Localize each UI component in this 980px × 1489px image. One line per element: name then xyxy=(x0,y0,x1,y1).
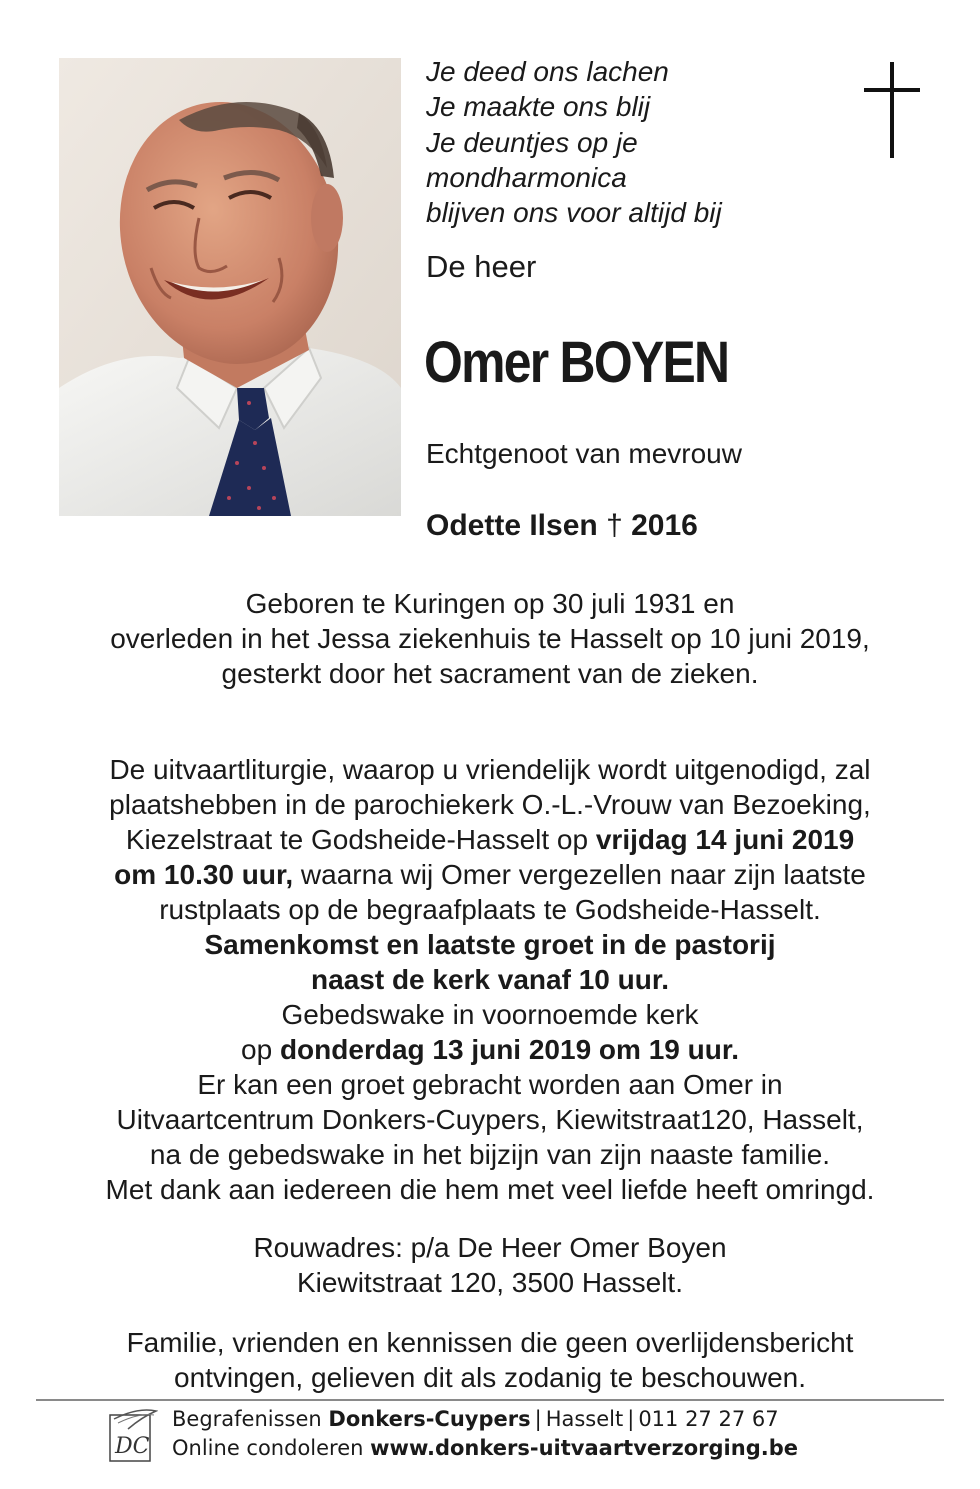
footer-line-online xyxy=(172,1434,798,1463)
portrait-photo xyxy=(59,58,401,516)
text-line: Familie, vrienden en kennissen die geen overlijdensbericht xyxy=(126,1327,854,1358)
logo-letters: DC xyxy=(115,1434,150,1459)
separator: | xyxy=(627,1407,635,1431)
text-line: De uitvaartliturgie, waarop u vriendelijk wordt uitgenodigd, zal xyxy=(109,754,871,785)
footer-prefix: Begrafenissen xyxy=(172,1407,329,1431)
footer xyxy=(172,1405,798,1463)
company-phone: 011 27 27 67 xyxy=(638,1407,779,1431)
text-line: rustplaats op de begraafplaats te Godsheide-Hasselt. xyxy=(159,894,821,925)
text-line: overleden in het Jessa ziekenhuis te Hasselt op 10 juni 2019, xyxy=(110,623,870,654)
poem-line: Je deed ons lachen xyxy=(426,56,669,87)
text-line xyxy=(0,927,980,962)
notice-note xyxy=(0,1325,980,1395)
gathering-time: naast de kerk vanaf 10 uur. xyxy=(311,964,669,995)
poem-line: mondharmonica xyxy=(426,161,627,193)
mourning-address xyxy=(0,1230,980,1300)
spouse-name-text: Odette Ilsen xyxy=(426,509,598,542)
spouse-intro: Echtgenoot van mevrouw xyxy=(426,438,742,469)
text-segment: Kiezelstraat te Godsheide-Hasselt op xyxy=(125,824,596,855)
company-logo xyxy=(108,1407,158,1463)
spouse-cross-mark: † xyxy=(606,509,623,542)
text-line: Met dank aan iedereen die hem met veel liefde heeft omringd. xyxy=(105,1174,875,1205)
poem-line: blijven ons voor altijd bij xyxy=(426,197,722,229)
separator: | xyxy=(534,1407,542,1431)
poem-line: Je deuntjes op je xyxy=(426,126,638,158)
spouse-death-year: 2016 xyxy=(631,509,698,542)
text-line: ontvingen, gelieven dit als zodanig te beschouwen. xyxy=(174,1362,806,1393)
text-line: Geboren te Kuringen op 30 juli 1931 en xyxy=(245,588,735,619)
text-line xyxy=(0,962,980,997)
deceased-name: Omer BOYEN xyxy=(424,330,729,395)
company-city: Hasselt xyxy=(545,1407,624,1431)
text-line: Er kan een groet gebracht worden aan Omer in xyxy=(197,1069,783,1100)
funeral-date: vrijdag 14 juni 2019 xyxy=(595,824,855,855)
text-line: plaatshebben in de parochiekerk O.-L.-Vrouw van Bezoeking, xyxy=(109,789,871,820)
text-line xyxy=(0,857,980,892)
text-line: Rouwadres: p/a De Heer Omer Boyen xyxy=(253,1232,727,1263)
funeral-text xyxy=(0,752,980,1207)
text-line xyxy=(0,1032,980,1067)
spouse-name xyxy=(426,507,698,545)
title-de-heer: De heer xyxy=(426,249,537,284)
wake-date: donderdag 13 juni 2019 om 19 uur. xyxy=(279,1034,739,1065)
text-line: Kiewitstraat 120, 3500 Hasselt. xyxy=(297,1267,683,1298)
cross-icon xyxy=(864,62,920,158)
website-link[interactable]: www.donkers-uitvaartverzorging.be xyxy=(370,1436,798,1460)
text-line xyxy=(0,822,980,857)
online-label: Online condoleren xyxy=(172,1436,371,1460)
text-segment: waarna wij Omer vergezellen naar zijn laatste xyxy=(293,859,866,890)
text-line: gesterkt door het sacrament van de zieken. xyxy=(221,658,759,689)
birth-death-text xyxy=(0,586,980,691)
footer-line-company xyxy=(172,1405,798,1434)
text-segment: op xyxy=(241,1034,280,1065)
poem xyxy=(426,54,826,230)
text-line: na de gebedswake in het bijzijn van zijn naaste familie. xyxy=(149,1139,831,1170)
text-line: Gebedswake in voornoemde kerk xyxy=(281,999,699,1030)
footer-divider xyxy=(36,1399,944,1401)
gathering-info: Samenkomst en laatste groet in de pastorij xyxy=(204,929,776,960)
poem-line: Je maakte ons blij xyxy=(426,91,651,123)
funeral-time: om 10.30 uur, xyxy=(114,859,294,890)
text-line: Uitvaartcentrum Donkers-Cuypers, Kiewitstraat120, Hasselt, xyxy=(116,1104,864,1135)
company-name: Donkers-Cuypers xyxy=(328,1407,531,1431)
